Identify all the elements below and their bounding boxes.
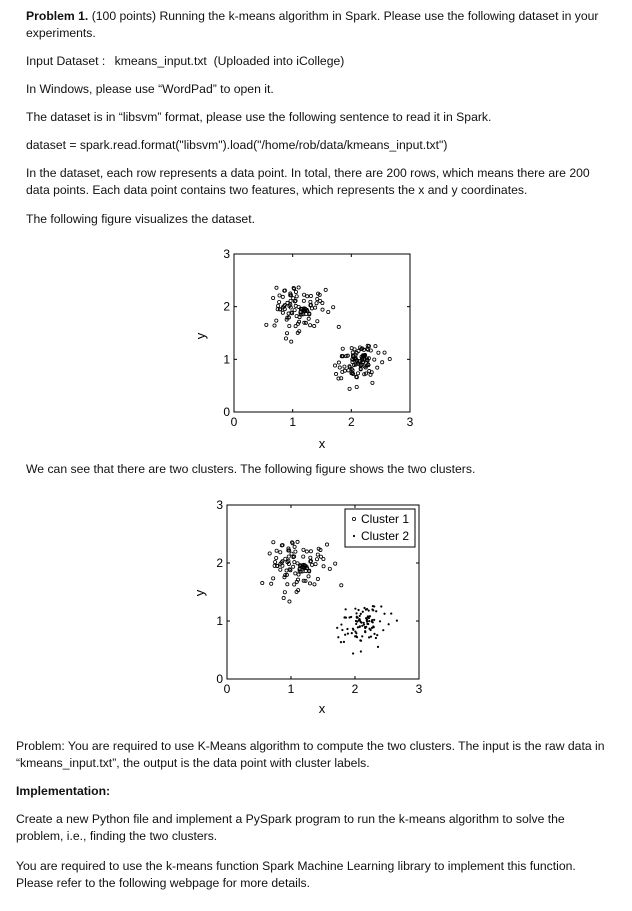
data-point bbox=[380, 605, 382, 607]
data-point bbox=[261, 581, 264, 584]
data-point bbox=[302, 555, 305, 558]
data-point bbox=[360, 613, 362, 615]
data-point bbox=[390, 612, 392, 614]
data-point bbox=[314, 562, 317, 565]
data-point bbox=[396, 620, 398, 622]
data-point bbox=[344, 634, 346, 636]
y-tick-label: 2 bbox=[223, 299, 230, 314]
data-point bbox=[296, 562, 299, 565]
problem-statement: Problem: You are required to use K-Means algorithm to compute the two clusters. The input is the raw data in “kmeans_input.txt”, the output is the data point with cluster labels. bbox=[16, 739, 605, 770]
legend-cluster-1: Cluster 1 bbox=[361, 512, 410, 526]
input-dataset-value: kmeans_input.txt (Uploaded into iCollege) bbox=[114, 54, 345, 68]
windows-note: In Windows, please use “WordPad” to open it. bbox=[26, 82, 274, 96]
dataset-description: In the dataset, each row represents a data point. In total, there are 200 rows, which means there are 200 data points. Each data point contains two features, which represents the x and y coordinates. bbox=[26, 166, 590, 197]
x-tick-label: 2 bbox=[351, 682, 359, 696]
data-point bbox=[361, 635, 363, 637]
data-point bbox=[272, 541, 275, 544]
x-tick-label: 1 bbox=[289, 415, 297, 429]
data-point bbox=[370, 629, 372, 631]
data-point bbox=[352, 629, 354, 631]
y-tick-label: 0 bbox=[216, 672, 223, 686]
y-axis-label: y bbox=[192, 589, 207, 597]
data-point bbox=[371, 621, 373, 623]
data-point bbox=[275, 556, 278, 559]
data-point bbox=[368, 610, 370, 612]
data-point bbox=[275, 549, 278, 552]
data-point bbox=[355, 623, 357, 625]
y-axis-label: y bbox=[193, 332, 208, 340]
data-point bbox=[371, 608, 373, 610]
data-point bbox=[363, 607, 365, 609]
figure1-caption: The following figure visualizes the dataset. bbox=[26, 212, 255, 226]
data-point bbox=[290, 552, 293, 555]
data-point bbox=[350, 616, 352, 618]
data-point bbox=[346, 628, 348, 630]
legend bbox=[345, 509, 415, 547]
data-point bbox=[376, 634, 378, 636]
y-tick-label: 1 bbox=[223, 352, 230, 367]
data-point bbox=[375, 637, 377, 639]
implementation-heading-text: Implementation: bbox=[16, 784, 111, 798]
data-point bbox=[308, 582, 311, 585]
data-point bbox=[310, 563, 313, 566]
data-point bbox=[302, 548, 305, 551]
data-point bbox=[343, 641, 345, 643]
data-point bbox=[274, 561, 277, 564]
data-point bbox=[294, 572, 297, 575]
data-point bbox=[364, 630, 366, 632]
data-point bbox=[347, 633, 349, 635]
data-point bbox=[270, 582, 273, 585]
data-point bbox=[328, 567, 331, 570]
data-point bbox=[279, 551, 282, 554]
data-point bbox=[382, 629, 384, 631]
data-point bbox=[366, 621, 368, 623]
data-point bbox=[352, 652, 354, 654]
data-point bbox=[359, 615, 361, 617]
data-point bbox=[322, 565, 325, 568]
data-point bbox=[377, 646, 379, 648]
data-point bbox=[355, 635, 357, 637]
data-point bbox=[282, 596, 285, 599]
data-point bbox=[305, 550, 308, 553]
data-point bbox=[366, 608, 368, 610]
y-tick-label: 1 bbox=[216, 614, 223, 628]
y-tick-label: 2 bbox=[216, 556, 223, 570]
data-point bbox=[355, 632, 357, 634]
data-point bbox=[369, 615, 371, 617]
data-point bbox=[288, 600, 291, 603]
data-point bbox=[272, 577, 275, 580]
data-point bbox=[268, 552, 271, 555]
data-point bbox=[364, 627, 366, 629]
data-point bbox=[379, 620, 381, 622]
data-point bbox=[283, 591, 286, 594]
input-dataset-label: Input Dataset : bbox=[26, 54, 106, 68]
data-point bbox=[368, 620, 370, 622]
data-point bbox=[316, 553, 319, 556]
data-point bbox=[355, 612, 357, 614]
data-point bbox=[293, 561, 296, 564]
data-point bbox=[293, 583, 296, 586]
two-clusters-text: We can see that there are two clusters. The following figure shows the two clusters. bbox=[26, 462, 476, 476]
x-tick-label: 3 bbox=[415, 682, 423, 696]
data-point bbox=[293, 545, 296, 548]
x-axis-label: x bbox=[318, 436, 326, 451]
x-tick-label: 0 bbox=[223, 682, 231, 696]
format-note: The dataset is in “libsvm” format, please use the following sentence to read it in Spark. bbox=[26, 110, 492, 124]
data-point bbox=[355, 620, 357, 622]
data-point bbox=[289, 569, 292, 572]
data-point bbox=[313, 583, 316, 586]
y-tick-label: 0 bbox=[223, 405, 230, 419]
data-point bbox=[337, 636, 339, 638]
data-point bbox=[359, 626, 361, 628]
data-point bbox=[354, 608, 356, 610]
data-point bbox=[309, 550, 312, 553]
data-point bbox=[307, 575, 310, 578]
data-point bbox=[373, 633, 375, 635]
data-point bbox=[336, 627, 338, 629]
data-point bbox=[294, 550, 297, 553]
problem-heading: Problem 1. bbox=[26, 9, 89, 23]
implementation-heading bbox=[16, 783, 110, 800]
data-point bbox=[373, 626, 375, 628]
data-point bbox=[373, 619, 375, 621]
data-point bbox=[388, 623, 390, 625]
data-point bbox=[281, 564, 284, 567]
y-tick-label: 3 bbox=[216, 498, 223, 512]
data-point bbox=[362, 611, 364, 613]
legend-dot-marker bbox=[353, 535, 355, 537]
implementation-text-1: Create a new Python file and implement a PySpark program to run the k-means algorithm to solve the problem, i.e., finding the two clusters. bbox=[16, 812, 565, 843]
data-point bbox=[296, 540, 299, 543]
data-point bbox=[358, 619, 360, 621]
data-point bbox=[287, 555, 290, 558]
data-point bbox=[292, 565, 295, 568]
data-point bbox=[341, 629, 343, 631]
data-point bbox=[360, 640, 362, 642]
data-point bbox=[286, 583, 289, 586]
x-tick-label: 3 bbox=[406, 415, 414, 429]
data-point bbox=[357, 609, 359, 611]
data-point bbox=[383, 613, 385, 615]
x-axis-label: x bbox=[318, 701, 326, 716]
data-point bbox=[316, 577, 319, 580]
data-point bbox=[370, 635, 372, 637]
data-point bbox=[315, 558, 318, 561]
data-point bbox=[360, 622, 362, 624]
y-tick-label: 3 bbox=[223, 247, 230, 261]
data-point bbox=[356, 617, 358, 619]
x-tick-label: 1 bbox=[287, 682, 295, 696]
data-point bbox=[309, 556, 312, 559]
data-point bbox=[334, 562, 337, 565]
data-point bbox=[325, 543, 328, 546]
x-tick-label: 0 bbox=[230, 415, 238, 429]
data-point bbox=[345, 608, 347, 610]
legend-cluster-2: Cluster 2 bbox=[361, 529, 410, 543]
data-point bbox=[373, 605, 375, 607]
data-point bbox=[360, 650, 362, 652]
data-point bbox=[366, 623, 368, 625]
x-tick-label: 2 bbox=[347, 415, 355, 429]
data-point bbox=[368, 636, 370, 638]
problem-intro-text: (100 points) Running the k-means algorithm in Spark. Please use the following dataset in your experiments. bbox=[26, 9, 599, 40]
data-point bbox=[340, 641, 342, 643]
implementation-text-2: You are required to use the k-means function Spark Machine Learning library to implement this function. Please refer to the following webpage for more details. bbox=[16, 859, 576, 890]
data-point bbox=[340, 584, 343, 587]
data-point bbox=[340, 623, 342, 625]
data-point bbox=[367, 616, 369, 618]
data-point bbox=[279, 568, 282, 571]
data-point bbox=[343, 616, 345, 618]
data-point bbox=[363, 624, 365, 626]
data-point bbox=[285, 569, 288, 572]
data-point bbox=[322, 557, 325, 560]
data-point bbox=[351, 632, 353, 634]
code-line: dataset = spark.read.format("libsvm").load("/home/rob/data/kmeans_input.txt") bbox=[26, 138, 448, 152]
data-point bbox=[375, 610, 377, 612]
data-point bbox=[284, 557, 287, 560]
